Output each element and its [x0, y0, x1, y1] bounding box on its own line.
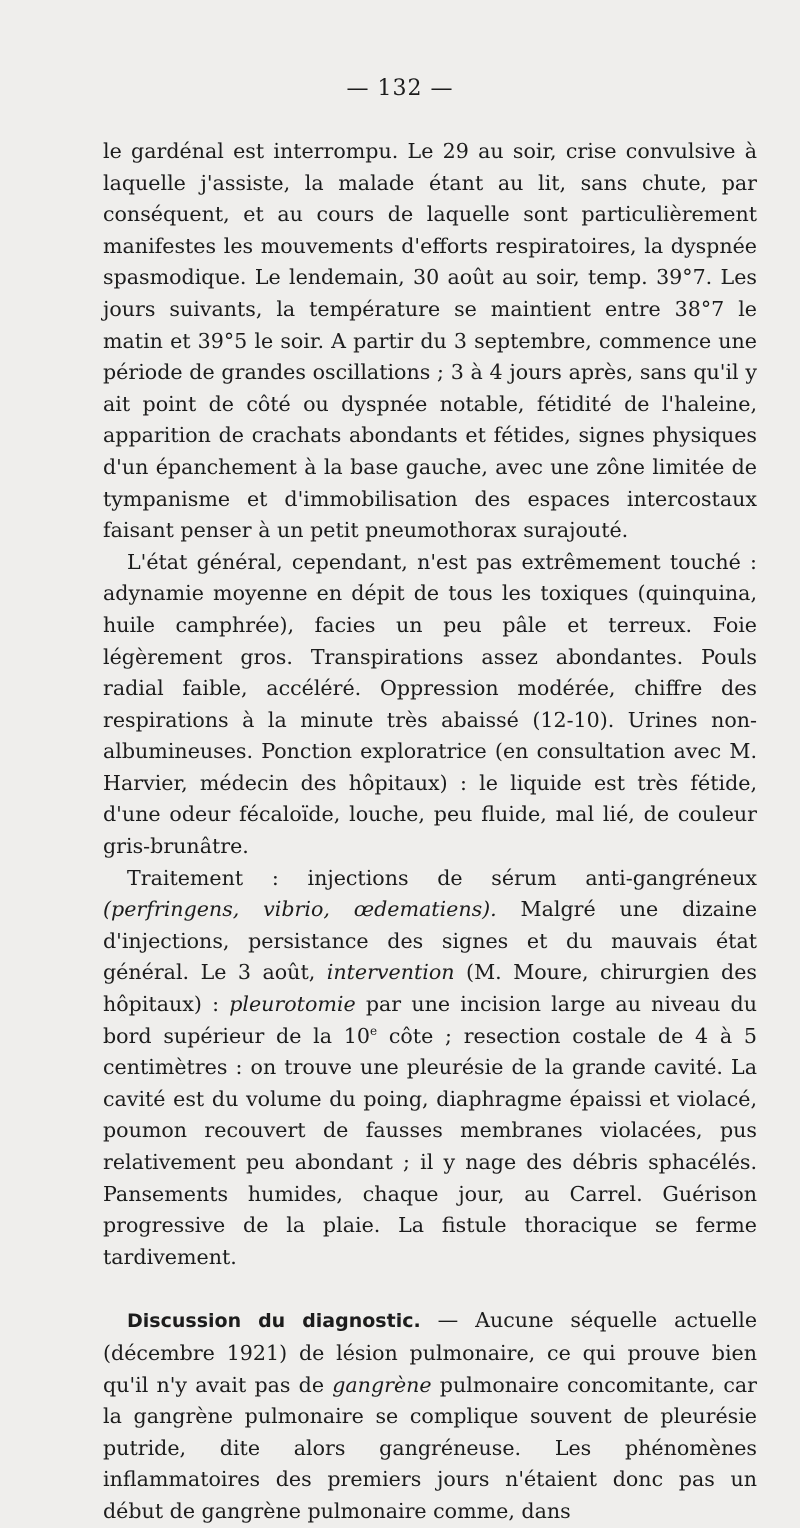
paragraph-3-text-c: (M. Moure, chirurgien des hôpitaux) :	[103, 960, 757, 1017]
paragraph-2	[103, 547, 757, 863]
paragraph-2-text: L'état général, cependant, n'est pas extrêmement touché : adynamie moyenne en dépit de tous les toxiques (quinquina, huile camphrée), facies un peu pâle et terreux. Foie légèrement gros. Transpirations assez abondantes. Pouls radial faible, accéléré. Oppression modérée, chiffre des respirations à la minute très abaissé (12-10). Urines non-albumineuses. Ponction exploratrice (en consultation avec M. Harvier, médecin des hôpitaux) : le liquide est très fétide, d'une odeur fécaloïde, louche, peu fluide, mal lié, de couleur gris-brunâtre.	[103, 549, 757, 859]
paragraph-3-text-d: par une incision large au niveau du bord supérieur de la 10	[103, 992, 757, 1048]
paragraph-4-text-a: — Aucune séquelle actuelle (décembre 1921) de lésion pulmonaire, ce qui prouve bien qu'il n'y avait pas de	[103, 1308, 758, 1397]
gangrene-term: gangrène	[332, 1372, 432, 1397]
paragraph-1	[103, 136, 757, 547]
paragraph-1-text: le gardénal est interrompu. Le 29 au soir, crise convulsive à laquelle j'assiste, la malade étant au lit, sans chute, par conséquent, et au cours de laquelle sont particulièrement manifestes les mouvements d'efforts respiratoires, la dyspnée spasmodique. Le lendemain, 30 août au soir, temp. 39°7. Les jours suivants, la température se maintient entre 38°7 le matin et 39°5 le soir. A partir du 3 septembre, commence une période de grandes oscillations ; 3 à 4 jours après, sans qu'il y ait point de côté ou dyspnée notable, fétidité de l'haleine, apparition de crachats abondants et fétides, signes physiques d'un épanchement à la base gauche, avec une zône limitée de tympanisme et d'immobilisation des espaces intercostaux faisant penser à un petit pneumothorax surajouté.	[103, 139, 757, 543]
intervention-term: intervention	[326, 960, 455, 985]
pleurotomie-term: pleurotomie	[229, 992, 356, 1017]
paragraph-3	[103, 863, 757, 1274]
page-number: — 132 —	[346, 76, 454, 101]
superscript-e: e	[370, 1023, 378, 1038]
section-heading: Discussion du diagnostic.	[127, 1310, 421, 1333]
paragraph-3-text-e: côte ; resection costale de 4 à 5 centimètres : on trouve une pleurésie de la grande cavité. La cavité est du volume du poing, diaphragme épaissi et violacé, poumon recouvert de fausses membranes violacées, pus relativement peu abondant ; il y nage des débris sphacélés. Pansements humides, chaque jour, au Carrel. Guérison progressive de la plaie. La fistule thoracique se ferme tardivement.	[103, 1023, 757, 1269]
body-text	[103, 136, 757, 1528]
paragraph-3-text-a: Traitement : injections de sérum anti-gangréneux	[127, 865, 757, 890]
paragraph-4	[103, 1305, 757, 1527]
paragraph-4-text-b: pulmonaire concomitante, car la gangrène pulmonaire se complique souvent de pleurésie putride, dite alors gangréneuse. Les phénomènes inflammatoires des premiers jours n'étaient donc pas un début de gangrène pulmonaire comme, dans	[103, 1372, 757, 1523]
serum-types: (perfringens, vibrio, œdematiens).	[103, 897, 497, 922]
paragraph-3-text-b: Malgré une dizaine d'injections, persistance des signes et du mauvais état général. Le 3 août,	[103, 897, 758, 985]
